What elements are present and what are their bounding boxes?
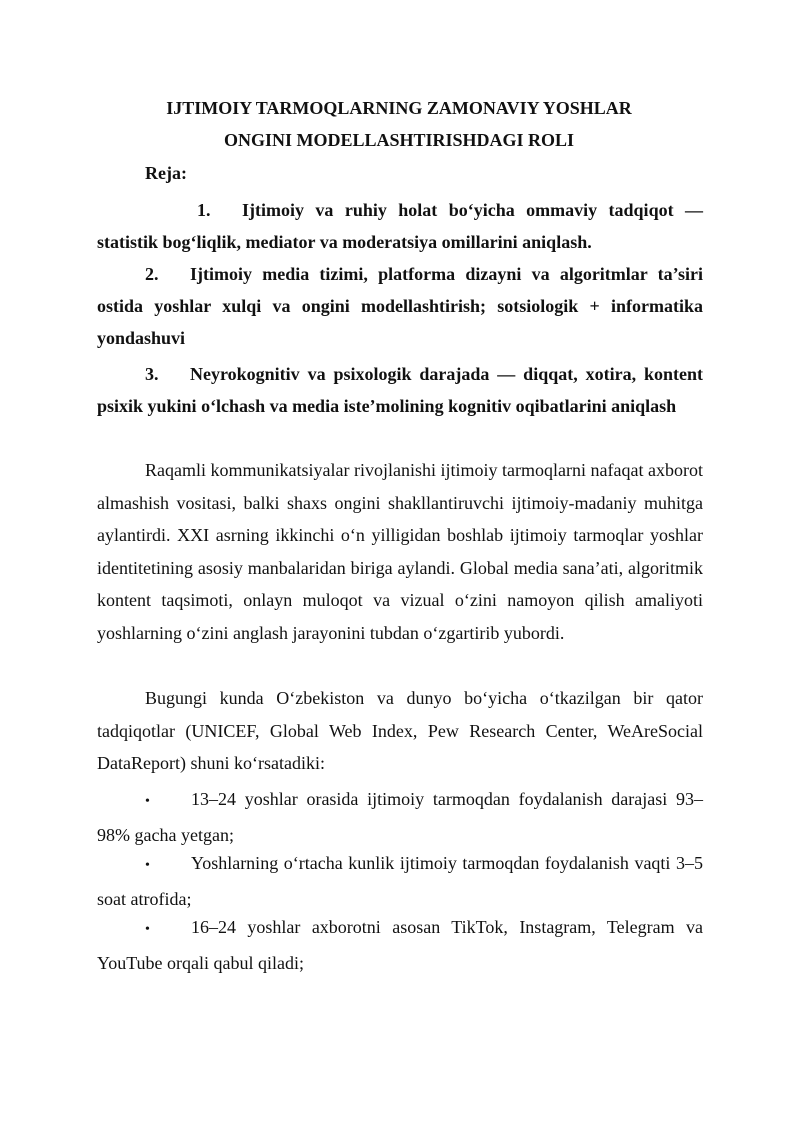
body-paragraph-1: Raqamli kommunikatsiyalar rivojlanishi ijtimoiy tarmoqlarni nafaqat axborot almashish vositasi, balki shaxs ongini shakllantiruvchi ijtimoiy-madaniy muhitga aylantirdi. XXI asrning ikkinchi o‘n yilligidan boshlab ijtimoiy tarmoqlar yoshlar identitetining asosiy manbalaridan biriga aylandi. Global media sana’ati, algoritmik kontent taqsimoti, onlayn muloqot va vizual o‘zini namoyon qilish amaliyoti yoshlarning o‘zini anglash jarayonini tubdan o‘zgartirib yubordi. [97,460,703,643]
plan-item-text: Ijtimoiy media tizimi, platforma dizayni va algoritmlar ta’siri ostida yoshlar xulqi va ongini modellashtirish; sotsiologik + informatika yondashuvi [97,264,703,348]
bullet-item-3 [97,911,703,979]
document-title [96,92,702,156]
bullet-item-2 [97,847,703,915]
title-line-2: ONGINI MODELLASHTIRISHDAGI ROLI [223,130,575,150]
bullet-item-1 [97,783,703,851]
plan-item-text: Ijtimoiy va ruhiy holat bo‘yicha ommaviy tadqiqot — statistik bog‘liqlik, mediator va moderatsiya omillarini aniqlash. [97,200,703,252]
bullet-text: Yoshlarning o‘rtacha kunlik ijtimoiy tarmoqdan foydalanish vaqti 3–5 soat atrofida; [97,853,703,909]
plan-item-number: 2. [145,264,159,284]
plan-item-text: Neyrokognitiv va psixologik darajada — diqqat, xotira, kontent psixik yukini o‘lchash va media iste’molining kognitiv oqibatlarini aniqlash [97,364,703,416]
plan-item-number: 1. [197,200,211,220]
body-paragraph-2: Bugungi kunda O‘zbekiston va dunyo bo‘yicha o‘tkazilgan bir qator tadqiqotlar (UNICEF, Global Web Index, Pew Research Center, WeAreSocial DataReport) shuni ko‘rsatadiki: [97,688,703,773]
plan-item-2 [97,258,703,354]
bullet-icon: • [145,794,150,809]
plan-item-3 [97,358,703,422]
bullet-icon: • [145,922,150,937]
title-line-1: IJTIMOIY TARMOQLARNING ZAMONAVIY YOSHLAR [166,98,632,118]
plan-item-1 [97,194,703,258]
bullet-text: 13–24 yoshlar orasida ijtimoiy tarmoqdan foydalanish darajasi 93–98% gacha yetgan; [97,789,703,845]
bullet-icon: • [145,858,150,873]
plan-item-number: 3. [145,364,159,384]
bullet-text: 16–24 yoshlar axborotni asosan TikTok, Instagram, Telegram va YouTube orqali qabul qiladi; [97,917,703,973]
plan-label: Reja: [145,163,187,183]
